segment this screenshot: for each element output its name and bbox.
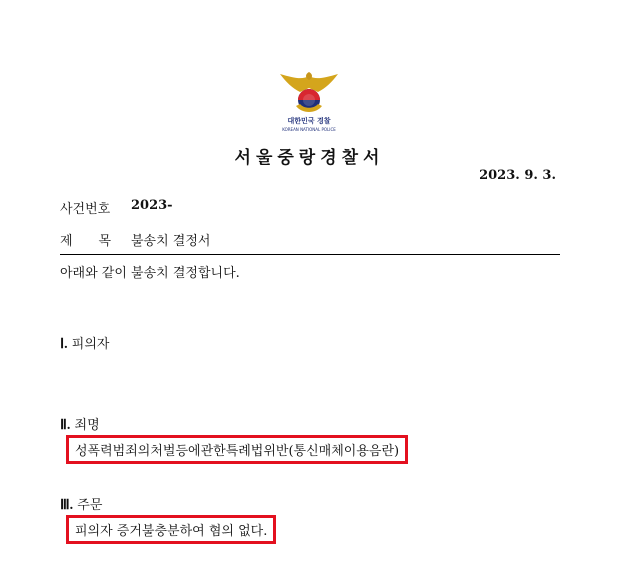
subject-value: 불송치 결정서 (131, 234, 211, 249)
section-title: 죄명 (74, 418, 100, 433)
logo-name-en: KOREAN NATIONAL POLICE (282, 127, 336, 132)
section-number: Ⅰ. (60, 337, 68, 352)
case-number-label: 사건번호 (60, 202, 111, 217)
document-title: 서울중랑경찰서 (234, 148, 385, 168)
section-charge-heading (60, 414, 100, 434)
section-number: Ⅲ. (60, 498, 74, 513)
intro-text: 아래와 같이 불송치 결정합니다. (60, 266, 240, 281)
charge-highlight-box (66, 435, 408, 464)
section-title: 주문 (77, 498, 103, 513)
section-title: 피의자 (71, 337, 110, 352)
case-number-value: 2023- (131, 198, 173, 213)
subject-label: 제 목 (60, 234, 112, 249)
charge-text: 성폭력범죄의처벌등에관한특례법위반(통신매체이용음란) (75, 444, 400, 459)
section-number: Ⅱ. (60, 418, 71, 433)
section-suspect-heading (60, 333, 109, 353)
section-order-heading (60, 494, 102, 514)
divider-line (60, 254, 560, 255)
document-date: 2023. 9. 3. (479, 168, 556, 183)
order-text: 피의자 증거불충분하여 혐의 없다. (75, 524, 268, 539)
order-highlight-box (66, 515, 276, 544)
logo-name: 대한민국 경찰 (287, 117, 331, 125)
